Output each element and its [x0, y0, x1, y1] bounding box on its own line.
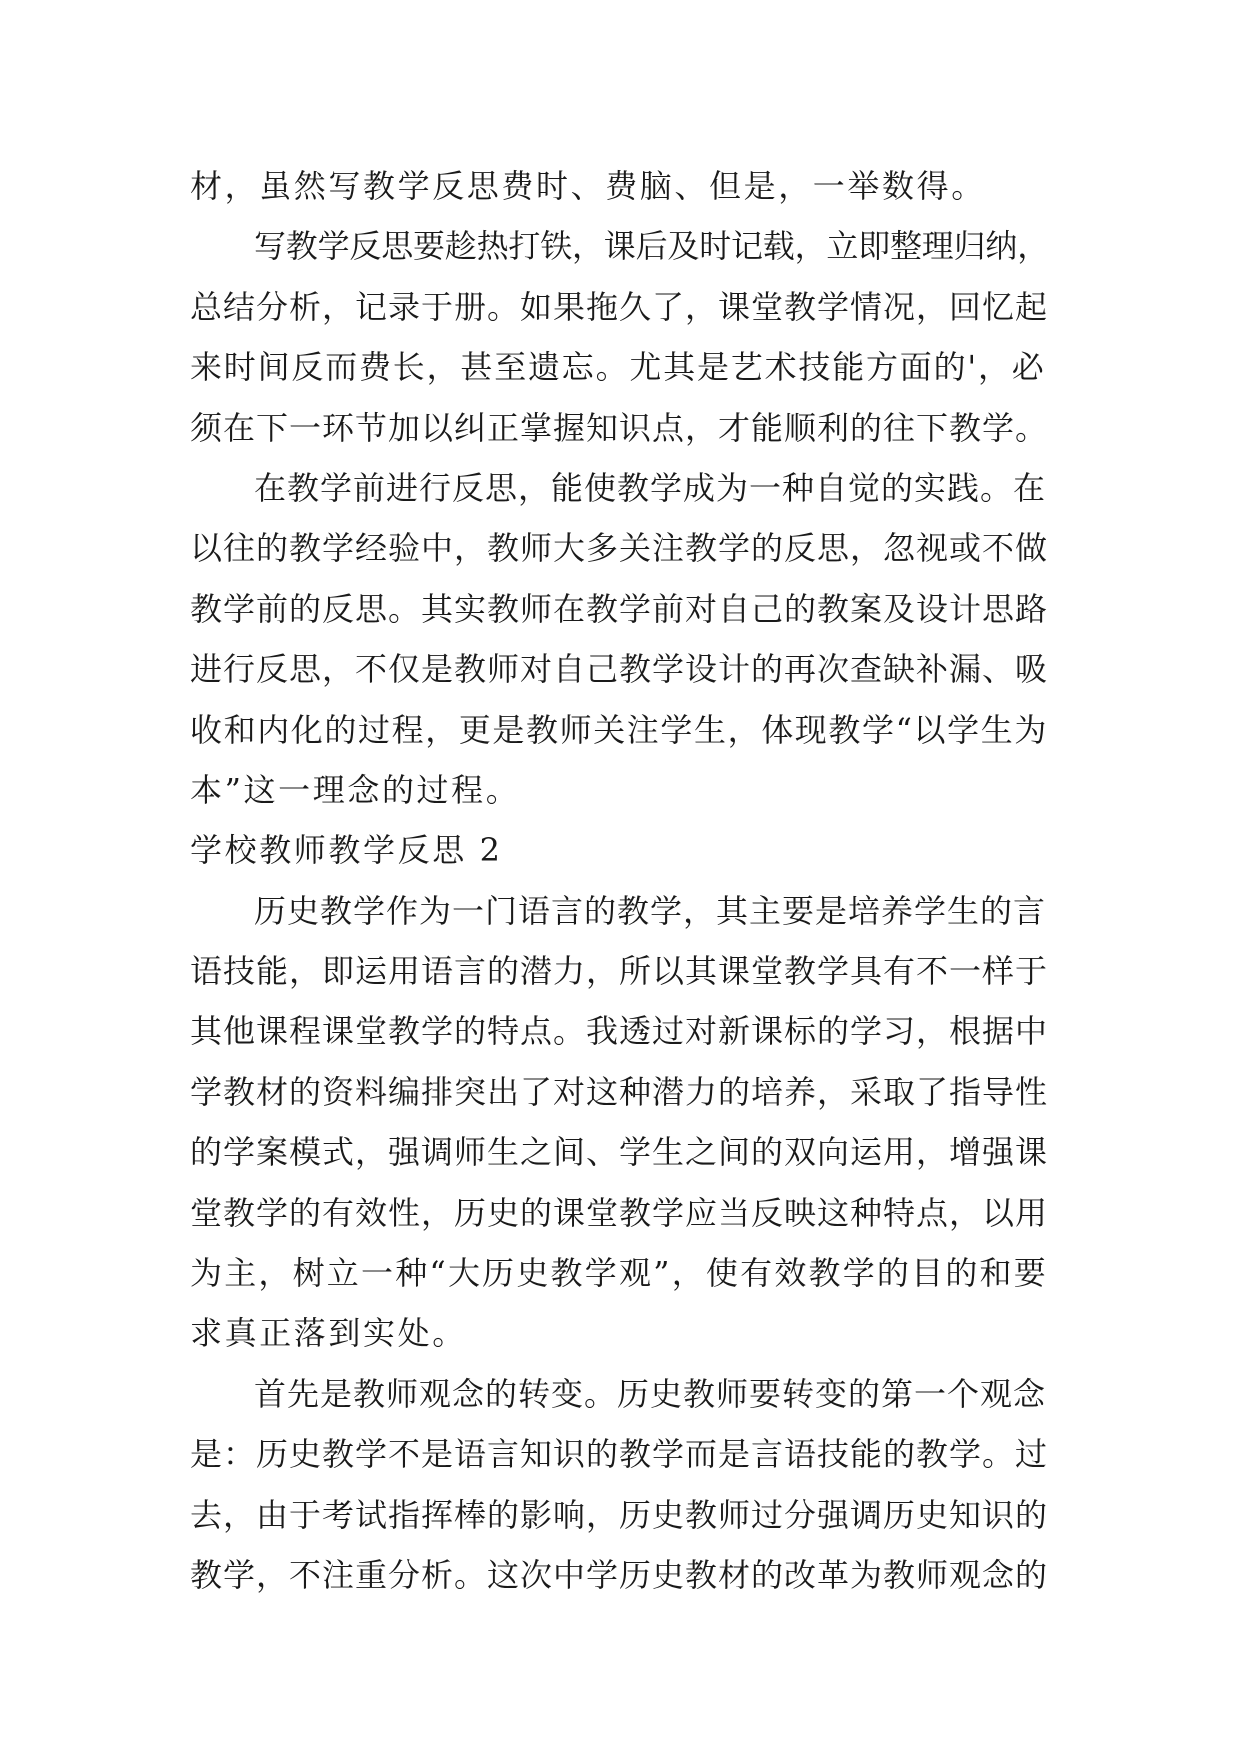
text-line: 语技能，即运用语言的潜力，所以其课堂教学具有不一样于: [190, 952, 1049, 991]
text-line: 收和内化的过程，更是教师关注学生，体现教学“以学生为: [190, 710, 1048, 749]
paragraph-first-line: 在教学前进行反思，能使教学成为一种自觉的实践。在: [254, 468, 1047, 507]
text-line: 堂教学的有效性，历史的课堂教学应当反映这种特点，以用: [190, 1193, 1049, 1232]
document-body: [190, 156, 1050, 1605]
text-line: 以往的教学经验中，教师大多关注教学的反思，忽视或不做: [190, 529, 1049, 568]
text-line: 本”这一理念的过程。: [190, 770, 521, 809]
paragraph-first-line: 历史教学作为一门语言的教学，其主要是培养学生的言: [254, 891, 1047, 930]
text-line: 其他课程课堂教学的特点。我透过对新课标的学习，根据中: [190, 1012, 1049, 1051]
text-line: 的学案模式，强调师生之间、学生之间的双向运用，增强课: [190, 1133, 1049, 1172]
text-line: 学教材的资料编排突出了对这种潜力的培养，采取了指导性: [190, 1072, 1049, 1111]
text-line: 为主，树立一种“大历史教学观”，使有效教学的目的和要: [190, 1254, 1048, 1293]
section-heading: 学校教师教学反思 2: [190, 831, 503, 870]
text-line: 须在下一环节加以纠正掌握知识点，才能顺利的往下教学。: [190, 408, 1049, 447]
text-line: 求真正落到实处。: [190, 1314, 467, 1353]
text-line: 教学前的反思。其实教师在教学前对自己的教案及设计思路: [190, 589, 1049, 628]
text-line: 教学，不注重分析。这次中学历史教材的改革为教师观念的: [190, 1555, 1049, 1594]
text-line: 总结分析，记录于册。如果拖久了，课堂教学情况，回忆起: [190, 287, 1049, 326]
text-line: 来时间反而费长，甚至遗忘。尤其是艺术技能方面的'，必: [190, 348, 1046, 387]
text-line: 是：历史教学不是语言知识的教学而是言语技能的教学。过: [190, 1435, 1049, 1474]
paragraph-first-line: 写教学反思要趁热打铁，课后及时记载，立即整理归纳，: [254, 227, 1050, 266]
text-line: 材，虽然写教学反思费时、费脑、但是，一举数得。: [190, 167, 986, 205]
text-line: 进行反思，不仅是教师对自己教学设计的再次查缺补漏、吸: [190, 650, 1049, 689]
paragraph-first-line: 首先是教师观念的转变。历史教师要转变的第一个观念: [254, 1374, 1047, 1413]
text-line: 去，由于考试指挥棒的影响，历史教师过分强调历史知识的: [190, 1495, 1049, 1534]
